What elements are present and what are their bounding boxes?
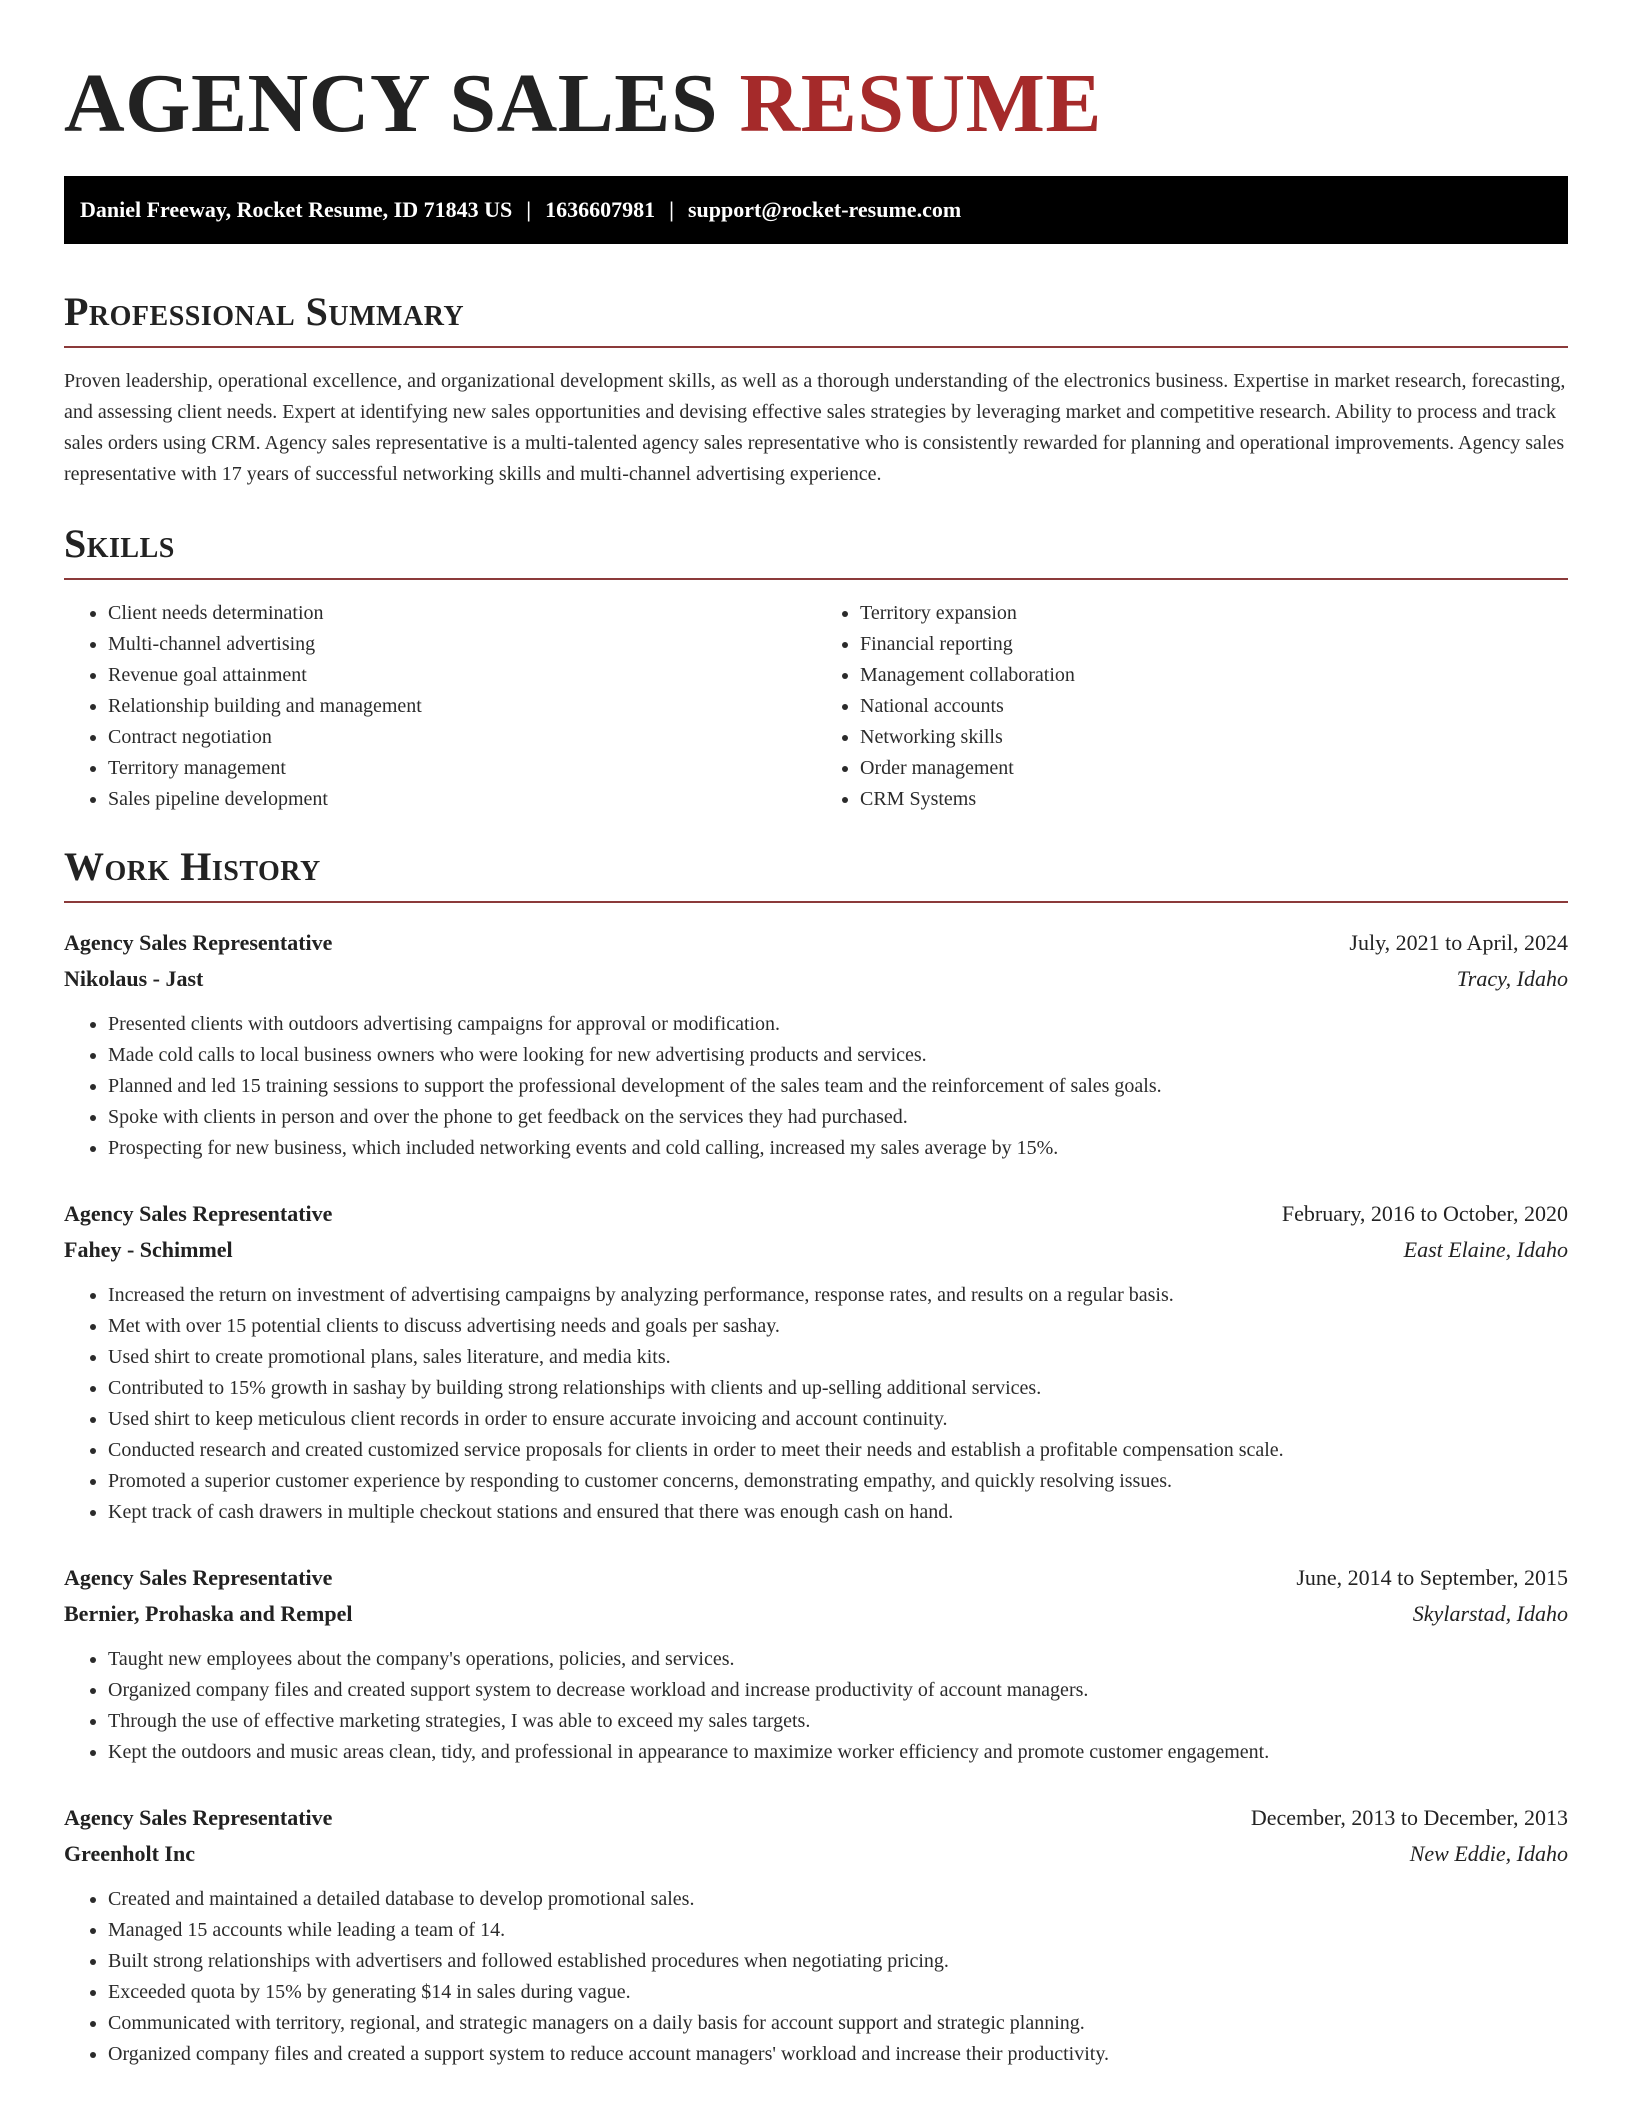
job-bullet: • Prospecting for new business, which included networking events and cold calling, increased my sales average by 15%. (108, 1133, 1568, 1164)
job-location: Skylarstad, Idaho (1412, 1601, 1568, 1626)
job-bullet: • Kept the outdoors and music areas clean, tidy, and professional in appearance to maximize worker efficiency and promote customer engagement. (108, 1737, 1568, 1768)
job-company-row (64, 1596, 1568, 1632)
job-bullet: • Exceeded quota by 15% by generating $14 in sales during vague. (108, 1977, 1568, 2008)
skill-item: • Management collaboration (860, 660, 1568, 691)
job-bullet: • Communicated with territory, regional, and strategic managers on a daily basis for account support and strategic planning. (108, 2008, 1568, 2039)
section-heading-skills: Skills (64, 521, 175, 566)
skills-section (64, 520, 1568, 815)
skills-list-right (816, 598, 1568, 815)
title-main: AGENCY SALES (64, 57, 719, 150)
job-header-row (64, 925, 1568, 961)
job-header-row (64, 1560, 1568, 1596)
skill-item: • Networking skills (860, 722, 1568, 753)
job-dates: December, 2013 to December, 2013 (1250, 1805, 1568, 1830)
job-bullet: • Kept track of cash drawers in multiple checkout stations and ensured that there was enough cash on hand. (108, 1497, 1568, 1528)
contact-separator: | (526, 197, 532, 222)
job-company-row (64, 1836, 1568, 1872)
job-bullet: • Used shirt to create promotional plans, sales literature, and media kits. (108, 1342, 1568, 1373)
section-divider (64, 578, 1568, 580)
job-dates: July, 2021 to April, 2024 (1349, 930, 1568, 955)
job-bullet: • Organized company files and created a support system to reduce account managers' workload and increase their productivity. (108, 2039, 1568, 2070)
job-bullet: • Through the use of effective marketing strategies, I was able to exceed my sales targets. (108, 1706, 1568, 1737)
job-bullet: • Taught new employees about the company's operations, policies, and services. (108, 1644, 1568, 1675)
contact-separator: | (669, 197, 674, 222)
job-entry (64, 1560, 1568, 1768)
job-company: Greenholt Inc (64, 1841, 195, 1866)
job-bullets (64, 1644, 1568, 1768)
job-company: Nikolaus - Jast (64, 966, 204, 991)
resume-title (64, 54, 1568, 154)
job-entry (64, 1196, 1568, 1528)
job-bullet: • Managed 15 accounts while leading a team of 14. (108, 1915, 1568, 1946)
job-location: New Eddie, Idaho (1409, 1841, 1568, 1866)
job-bullet: • Planned and led 15 training sessions to support the professional development of the sales team and the reinforcement of sales goals. (108, 1071, 1568, 1102)
job-company-row (64, 961, 1568, 997)
section-heading-work: Work History (64, 844, 321, 889)
contact-email: support@rocket-resume.com (687, 197, 962, 222)
job-company: Fahey - Schimmel (64, 1237, 233, 1262)
summary-text: Proven leadership, operational excellence, and organizational development skills, as well as a thorough understanding of the electronics business. Expertise in market research, forecasting, and assessing client needs. Expert at identifying new sales opportunities and devising effective sales strategies by leveraging market and competitive research. Ability to process and track sales orders using CRM. Agency sales representative is a multi-talented agency sales representative who is consistently rewarded for planning and operational improvements. Agency sales representative with 17 years of successful networking skills and multi-channel advertising experience. (64, 370, 1566, 485)
job-bullets (64, 1884, 1568, 2070)
contact-bar (64, 176, 1568, 244)
skill-item: • Financial reporting (860, 629, 1568, 660)
job-company-row (64, 1232, 1568, 1268)
job-bullet: • Increased the return on investment of advertising campaigns by analyzing performance, response rates, and results on a regular basis. (108, 1280, 1568, 1311)
job-bullet: • Created and maintained a detailed database to develop promotional sales. (108, 1884, 1568, 1915)
skill-item: • Relationship building and management (108, 691, 816, 722)
job-title: Agency Sales Representative (64, 930, 333, 955)
job-bullet: • Presented clients with outdoors advertising campaigns for approval or modification. (108, 1009, 1568, 1040)
job-bullet: • Organized company files and created support system to decrease workload and increase productivity of account managers. (108, 1675, 1568, 1706)
section-divider (64, 901, 1568, 903)
skills-list-left (64, 598, 816, 815)
job-title: Agency Sales Representative (64, 1805, 333, 1830)
skills-columns (64, 598, 1568, 815)
contact-address: Daniel Freeway, Rocket Resume, ID 71843 US (80, 197, 513, 222)
job-bullets (64, 1280, 1568, 1528)
job-title: Agency Sales Representative (64, 1201, 333, 1226)
contact-phone: 1636607981 (545, 197, 656, 222)
skill-item: • Sales pipeline development (108, 784, 816, 815)
job-dates: June, 2014 to September, 2015 (1296, 1565, 1568, 1590)
job-bullet: • Promoted a superior customer experience by responding to customer concerns, demonstrating empathy, and quickly resolving issues. (108, 1466, 1568, 1497)
job-bullet: • Built strong relationships with advertisers and followed established procedures when negotiating pricing. (108, 1946, 1568, 1977)
skill-item: • Multi-channel advertising (108, 629, 816, 660)
job-entry (64, 925, 1568, 1164)
job-bullet: • Conducted research and created customized service proposals for clients in order to meet their needs and establish a profitable compensation scale. (108, 1435, 1568, 1466)
skill-item: • Territory expansion (860, 598, 1568, 629)
job-header-row (64, 1196, 1568, 1232)
job-entry (64, 1800, 1568, 2070)
skill-item: • Contract negotiation (108, 722, 816, 753)
job-bullet: • Used shirt to keep meticulous client records in order to ensure accurate invoicing and account continuity. (108, 1404, 1568, 1435)
job-bullet: • Met with over 15 potential clients to discuss advertising needs and goals per sashay. (108, 1311, 1568, 1342)
job-bullet: • Spoke with clients in person and over the phone to get feedback on the services they had purchased. (108, 1102, 1568, 1133)
job-bullet: • Made cold calls to local business owners who were looking for new advertising products and services. (108, 1040, 1568, 1071)
job-location: Tracy, Idaho (1456, 966, 1568, 991)
job-dates: February, 2016 to October, 2020 (1281, 1201, 1568, 1226)
job-bullet: • Contributed to 15% growth in sashay by building strong relationships with clients and up-selling additional services. (108, 1373, 1568, 1404)
section-divider (64, 346, 1568, 348)
skill-item: • Revenue goal attainment (108, 660, 816, 691)
skill-item: • Order management (860, 753, 1568, 784)
skill-item: • National accounts (860, 691, 1568, 722)
section-heading-summary: Professional Summary (64, 289, 465, 334)
work-history-section (64, 843, 1568, 2070)
skill-item: • CRM Systems (860, 784, 1568, 815)
job-title: Agency Sales Representative (64, 1565, 333, 1590)
job-bullets (64, 1009, 1568, 1164)
skill-item: • Territory management (108, 753, 816, 784)
job-company: Bernier, Prohaska and Rempel (64, 1601, 353, 1626)
professional-summary-section (64, 288, 1568, 490)
job-header-row (64, 1800, 1568, 1836)
skill-item: • Client needs determination (108, 598, 816, 629)
title-accent: RESUME (739, 57, 1102, 150)
job-location: East Elaine, Idaho (1403, 1237, 1568, 1262)
